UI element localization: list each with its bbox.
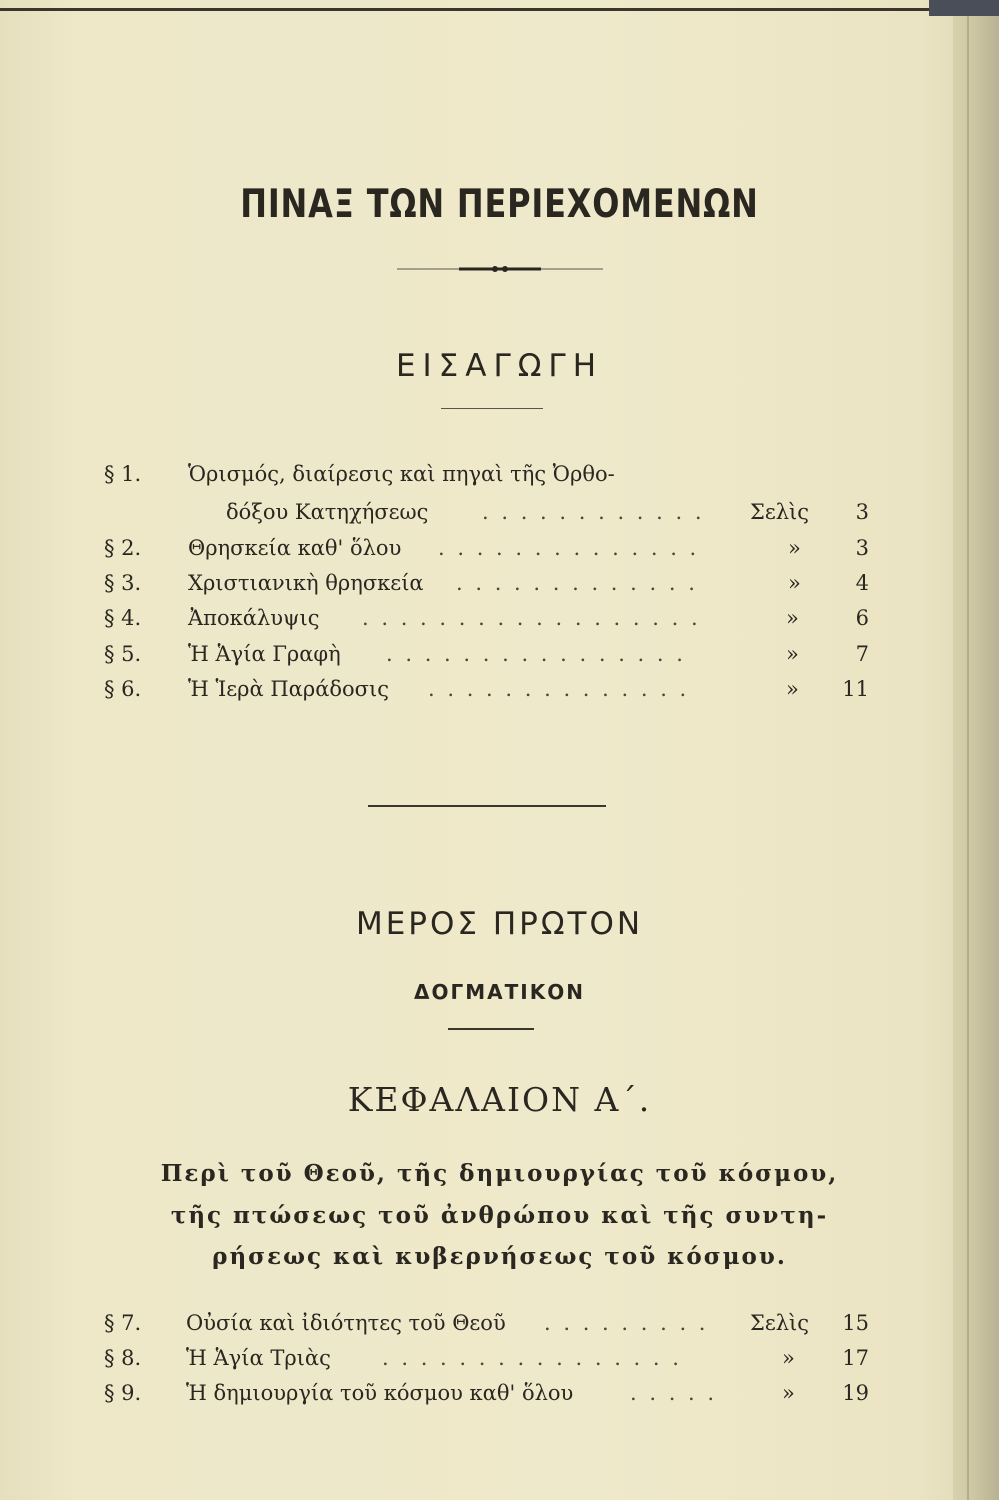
chapter-description-line: ρήσεως καὶ κυβερνήσεως τοῦ κόσμου. — [212, 1243, 787, 1270]
leader-dots: . . . . . — [630, 1381, 718, 1405]
part-rule — [448, 1028, 534, 1030]
section-number: § 4. — [104, 606, 142, 630]
page-edge-shadow — [953, 0, 999, 1500]
page-label: » — [786, 606, 799, 630]
binding-corner — [929, 0, 999, 16]
page-label: » — [782, 1381, 795, 1405]
page-label: » — [788, 536, 801, 560]
leader-dots: . . . . . . . . . . . . . . — [438, 536, 700, 560]
page-label: » — [786, 677, 799, 701]
page-number: 17 — [842, 1346, 869, 1370]
page-number: 7 — [855, 642, 869, 666]
entry-title: Ἡ Ἁγία Γραφὴ — [188, 642, 341, 666]
page-title: ΠΙΝΑΞ ΤΩΝ ΠΕΡΙΕΧΟΜΕΝΩΝ — [240, 182, 759, 227]
entry-title: Οὐσία καὶ ἰδιότητες τοῦ Θεοῦ — [186, 1311, 506, 1335]
ornament-divider — [0, 262, 999, 276]
leader-dots: . . . . . . . . . . . . . . . . — [382, 1346, 682, 1370]
entry-title: Ἡ Ἱερὰ Παράδοσις — [188, 677, 389, 701]
page-label: » — [782, 1346, 795, 1370]
entry-title: Θρησκεία καθ' ὅλου — [188, 536, 402, 560]
page-label: Σελὶς — [750, 1311, 810, 1335]
toc-entry — [0, 1311, 999, 1345]
section-number: § 6. — [104, 677, 142, 701]
page-number: 4 — [855, 571, 869, 595]
section-number: § 2. — [104, 536, 142, 560]
entry-title: Ὁρισμός, διαίρεσις καὶ πηγαὶ τῆς Ὀρθο- — [188, 462, 615, 486]
page-number: 11 — [842, 677, 869, 701]
toc-entry — [0, 1346, 999, 1380]
leader-dots: . . . . . . . . . . . . — [482, 500, 705, 524]
entry-title: δόξου Κατηχήσεως — [226, 500, 429, 524]
top-edge-rule — [0, 8, 930, 11]
section-number: § 5. — [104, 642, 142, 666]
leader-dots: . . . . . . . . . . . . . . . . — [386, 642, 686, 666]
page-label: Σελὶς — [750, 500, 810, 524]
section-number: § 8. — [104, 1346, 142, 1370]
leader-dots: . . . . . . . . . . . . . . — [428, 677, 690, 701]
chapter-title: ΚΕΦΑΛΑΙΟΝ Α΄. — [347, 1080, 652, 1119]
section-number: § 3. — [104, 571, 142, 595]
toc-entry — [0, 571, 999, 605]
page-number: 3 — [855, 536, 869, 560]
section-number: § 1. — [104, 462, 142, 486]
page-number: 19 — [842, 1381, 869, 1405]
entry-title: Ἀποκάλυψις — [188, 606, 320, 630]
part-title: ΜΕΡΟΣ ΠΡΩΤΟΝ — [355, 906, 644, 942]
entry-title: Ἡ δημιουργία τοῦ κόσμου καθ' ὅλου — [186, 1381, 574, 1405]
page-number: 15 — [842, 1311, 869, 1335]
toc-entry — [0, 642, 999, 676]
page-label: » — [786, 642, 799, 666]
toc-entry — [0, 606, 999, 640]
entry-title: Ἡ Ἁγία Τριὰς — [186, 1346, 331, 1370]
section-divider — [368, 805, 606, 807]
toc-entry — [0, 1381, 999, 1415]
toc-entry — [0, 462, 999, 496]
section-number: § 7. — [104, 1311, 142, 1335]
entry-title: Χριστιανικὴ θρησκεία — [188, 571, 424, 595]
chapter-description-line: τῆς πτώσεως τοῦ ἀνθρώπου καὶ τῆς συντη- — [170, 1202, 829, 1229]
leader-dots: . . . . . . . . . . . . . — [456, 571, 698, 595]
toc-entry-continuation — [0, 500, 999, 534]
page-margin-line — [967, 16, 969, 1500]
chapter-description-line: Περὶ τοῦ Θεοῦ, τῆς δημιουργίας τοῦ κόσμου, — [160, 1160, 839, 1187]
leader-dots: . . . . . . . . . — [544, 1311, 709, 1335]
toc-entry — [0, 677, 999, 711]
toc-entry — [0, 536, 999, 570]
introduction-heading: ΕΙΣΑΓΩΓΗ — [395, 348, 604, 384]
page-label: » — [788, 571, 801, 595]
page-number: 3 — [855, 500, 869, 524]
leader-dots: . . . . . . . . . . . . . . . . . . — [362, 606, 701, 630]
section-number: § 9. — [104, 1381, 142, 1405]
introduction-rule — [441, 408, 543, 409]
part-subtitle: ΔΟΓΜΑΤΙΚΟΝ — [414, 980, 585, 1004]
page-number: 6 — [855, 606, 869, 630]
